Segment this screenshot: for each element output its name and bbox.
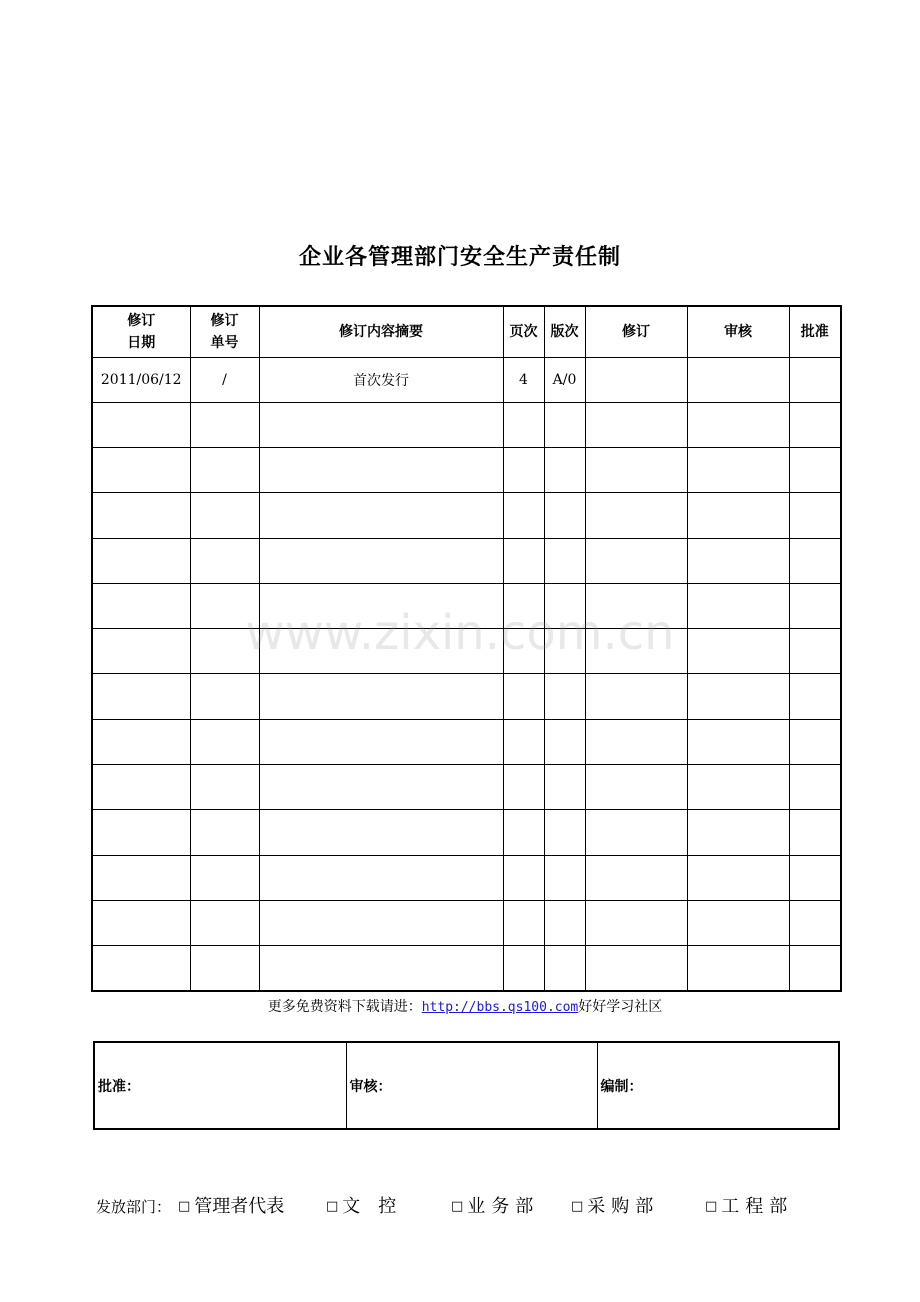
cell-pages — [503, 674, 544, 719]
cell-date — [92, 946, 190, 991]
cell-no — [190, 583, 259, 628]
cell-version — [544, 448, 585, 493]
signoff-review: 审核： — [346, 1042, 597, 1129]
dist-option-engineering[interactable] — [705, 1192, 793, 1218]
table-row — [92, 674, 841, 719]
cell-review — [687, 765, 789, 810]
cell-review — [687, 538, 789, 583]
cell-no — [190, 810, 259, 855]
distribution-line — [96, 1190, 856, 1220]
table-row — [92, 538, 841, 583]
cell-review — [687, 946, 789, 991]
cell-no — [190, 629, 259, 674]
cell-date — [92, 810, 190, 855]
cell-version — [544, 583, 585, 628]
header-revision-no: 修订 单号 — [190, 306, 259, 357]
cell-version — [544, 674, 585, 719]
table-row — [92, 946, 841, 991]
dist-option-label: 管理者代表 — [194, 1196, 285, 1217]
cell-date — [92, 719, 190, 764]
cell-pages — [503, 946, 544, 991]
cell-version — [544, 402, 585, 447]
header-revision-date: 修订 日期 — [92, 306, 190, 357]
cell-date — [92, 629, 190, 674]
cell-version — [544, 719, 585, 764]
table-row — [92, 765, 841, 810]
cell-summary — [259, 674, 503, 719]
cell-pages — [503, 583, 544, 628]
cell-approve — [789, 493, 841, 538]
cell-version: A/0 — [544, 357, 585, 402]
table-row — [92, 900, 841, 945]
cell-date — [92, 583, 190, 628]
cell-approve — [789, 629, 841, 674]
dist-option-label: 工程部 — [721, 1196, 794, 1217]
header-approve: 批准 — [789, 306, 841, 357]
cell-no — [190, 855, 259, 900]
cell-review — [687, 402, 789, 447]
cell-approve — [789, 810, 841, 855]
cell-approve — [789, 900, 841, 945]
header-version: 版次 — [544, 306, 585, 357]
cell-approve — [789, 719, 841, 764]
cell-pages — [503, 810, 544, 855]
header-pages: 页次 — [503, 306, 544, 357]
table-row — [92, 719, 841, 764]
cell-revise — [585, 674, 687, 719]
cell-review — [687, 674, 789, 719]
cell-date — [92, 674, 190, 719]
cell-pages — [503, 855, 544, 900]
cell-date — [92, 493, 190, 538]
cell-approve — [789, 855, 841, 900]
cell-pages: 4 — [503, 357, 544, 402]
table-row — [92, 448, 841, 493]
dist-option-label: 采购部 — [587, 1196, 660, 1217]
dist-option-purchasing[interactable] — [571, 1192, 659, 1218]
cell-no — [190, 538, 259, 583]
signoff-approve: 批准： — [94, 1042, 346, 1129]
dist-option-doc-control[interactable] — [326, 1192, 396, 1218]
checkbox-icon[interactable]: □ — [178, 1199, 191, 1214]
cell-date — [92, 402, 190, 447]
cell-revise — [585, 900, 687, 945]
cell-review — [687, 629, 789, 674]
cell-pages — [503, 900, 544, 945]
table-row — [92, 629, 841, 674]
cell-date — [92, 855, 190, 900]
promo-prefix: 更多免费资料下载请进： — [267, 999, 422, 1015]
checkbox-icon[interactable]: □ — [326, 1199, 339, 1214]
table-row — [92, 810, 841, 855]
cell-revise — [585, 402, 687, 447]
cell-revise — [585, 357, 687, 402]
cell-summary: 首次发行 — [259, 357, 503, 402]
cell-approve — [789, 357, 841, 402]
cell-summary — [259, 629, 503, 674]
cell-pages — [503, 629, 544, 674]
cell-revise — [585, 855, 687, 900]
cell-summary — [259, 855, 503, 900]
promo-line — [0, 996, 920, 1016]
cell-pages — [503, 402, 544, 447]
cell-summary — [259, 402, 503, 447]
cell-version — [544, 538, 585, 583]
cell-summary — [259, 448, 503, 493]
checkbox-icon[interactable]: □ — [571, 1199, 584, 1214]
cell-summary — [259, 538, 503, 583]
revision-history-table — [91, 305, 842, 992]
cell-approve — [789, 583, 841, 628]
distribution-label: 发放部门： — [96, 1198, 172, 1216]
cell-revise — [585, 493, 687, 538]
cell-revise — [585, 719, 687, 764]
table-row — [92, 357, 841, 402]
cell-version — [544, 810, 585, 855]
cell-summary — [259, 719, 503, 764]
promo-suffix: 好好学习社区 — [578, 999, 663, 1015]
header-review: 审核 — [687, 306, 789, 357]
cell-review — [687, 810, 789, 855]
cell-version — [544, 629, 585, 674]
cell-revise — [585, 583, 687, 628]
signoff-prepare: 编制： — [597, 1042, 839, 1129]
cell-no — [190, 765, 259, 810]
cell-approve — [789, 765, 841, 810]
cell-approve — [789, 946, 841, 991]
header-revise: 修订 — [585, 306, 687, 357]
cell-revise — [585, 810, 687, 855]
cell-no — [190, 946, 259, 991]
cell-no — [190, 493, 259, 538]
document-title: 企业各管理部门安全生产责任制 — [298, 245, 621, 270]
cell-no — [190, 674, 259, 719]
cell-pages — [503, 719, 544, 764]
signoff-table — [93, 1041, 840, 1130]
cell-date — [92, 538, 190, 583]
cell-review — [687, 583, 789, 628]
cell-review — [687, 719, 789, 764]
cell-date — [92, 765, 190, 810]
cell-approve — [789, 448, 841, 493]
cell-no — [190, 900, 259, 945]
cell-summary — [259, 810, 503, 855]
cell-review — [687, 900, 789, 945]
dist-option-label: 业务部 — [467, 1196, 540, 1217]
cell-summary — [259, 900, 503, 945]
cell-no — [190, 719, 259, 764]
cell-version — [544, 946, 585, 991]
table-row — [92, 583, 841, 628]
cell-summary — [259, 765, 503, 810]
checkbox-icon[interactable]: □ — [451, 1199, 464, 1214]
cell-date: 2011/06/12 — [92, 357, 190, 402]
cell-version — [544, 900, 585, 945]
promo-link[interactable]: http://bbs.qs100.com — [421, 1000, 579, 1015]
table-header-row — [92, 306, 841, 357]
cell-no: / — [190, 357, 259, 402]
cell-revise — [585, 765, 687, 810]
cell-date — [92, 900, 190, 945]
dist-option-mgmt-rep[interactable] — [178, 1192, 284, 1218]
table-row — [92, 402, 841, 447]
cell-no — [190, 448, 259, 493]
cell-summary — [259, 946, 503, 991]
cell-revise — [585, 448, 687, 493]
dist-option-label: 文 控 — [342, 1196, 397, 1217]
cell-approve — [789, 538, 841, 583]
cell-approve — [789, 674, 841, 719]
header-summary: 修订内容摘要 — [259, 306, 503, 357]
cell-version — [544, 765, 585, 810]
cell-review — [687, 357, 789, 402]
cell-revise — [585, 946, 687, 991]
cell-pages — [503, 493, 544, 538]
dist-option-business[interactable] — [451, 1192, 539, 1218]
cell-review — [687, 855, 789, 900]
cell-revise — [585, 629, 687, 674]
cell-approve — [789, 402, 841, 447]
cell-pages — [503, 538, 544, 583]
cell-pages — [503, 765, 544, 810]
cell-date — [92, 448, 190, 493]
cell-version — [544, 855, 585, 900]
cell-version — [544, 493, 585, 538]
watermark: www.zixin.com.cn — [245, 605, 675, 661]
cell-review — [687, 448, 789, 493]
cell-revise — [585, 538, 687, 583]
table-row — [92, 855, 841, 900]
cell-review — [687, 493, 789, 538]
cell-pages — [503, 448, 544, 493]
cell-no — [190, 402, 259, 447]
table-row — [92, 493, 841, 538]
cell-summary — [259, 583, 503, 628]
cell-summary — [259, 493, 503, 538]
checkbox-icon[interactable]: □ — [705, 1199, 718, 1214]
